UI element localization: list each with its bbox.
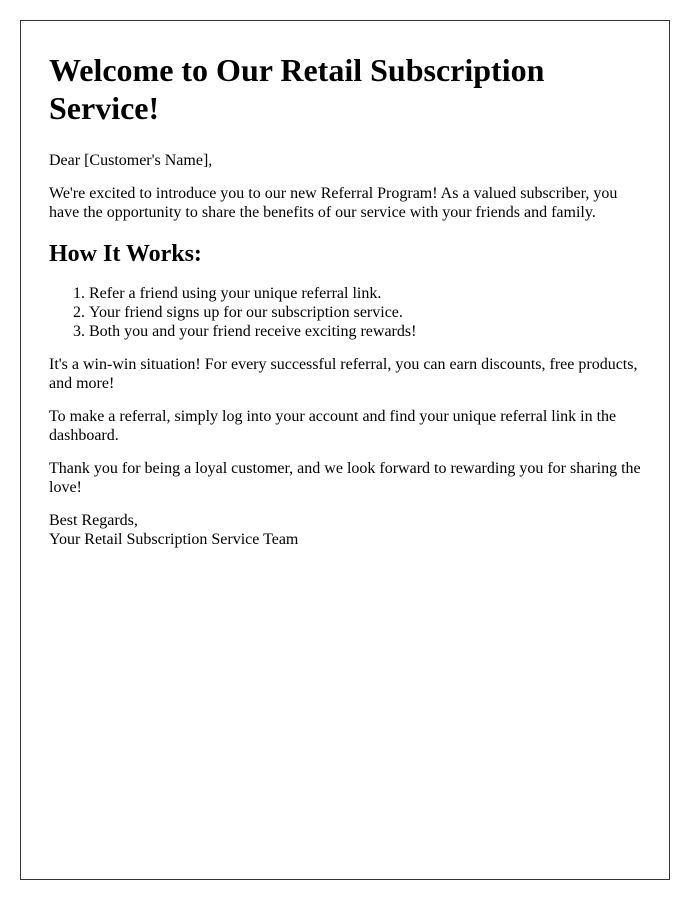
letter-title: Welcome to Our Retail Subscription Service!: [49, 52, 545, 126]
closing: Best Regards,: [49, 512, 138, 529]
win-win-paragraph: It's a win-win situation! For every successful referral, you can earn discounts, free products, and more!: [49, 356, 638, 392]
step-item: 2. Your friend signs up for our subscription service.: [89, 303, 649, 322]
intro-paragraph: We're excited to introduce you to our new Referral Program! As a valued subscriber, you have the opportunity to share the benefits of our service with your friends and family.: [49, 185, 618, 221]
thanks-paragraph: Thank you for being a loyal customer, and we look forward to rewarding you for sharing the love!: [49, 460, 641, 496]
letter-container: [20, 20, 670, 880]
steps-list: [49, 284, 649, 341]
signature: Your Retail Subscription Service Team: [49, 531, 299, 548]
greeting: Dear [Customer's Name],: [49, 152, 213, 169]
step-item: 1. Refer a friend using your unique referral link.: [89, 284, 649, 303]
step-item: 3. Both you and your friend receive exciting rewards!: [89, 322, 649, 341]
how-it-works-heading: How It Works:: [49, 241, 202, 267]
instructions-paragraph: To make a referral, simply log into your account and find your unique referral link in the dashboard.: [49, 408, 617, 444]
